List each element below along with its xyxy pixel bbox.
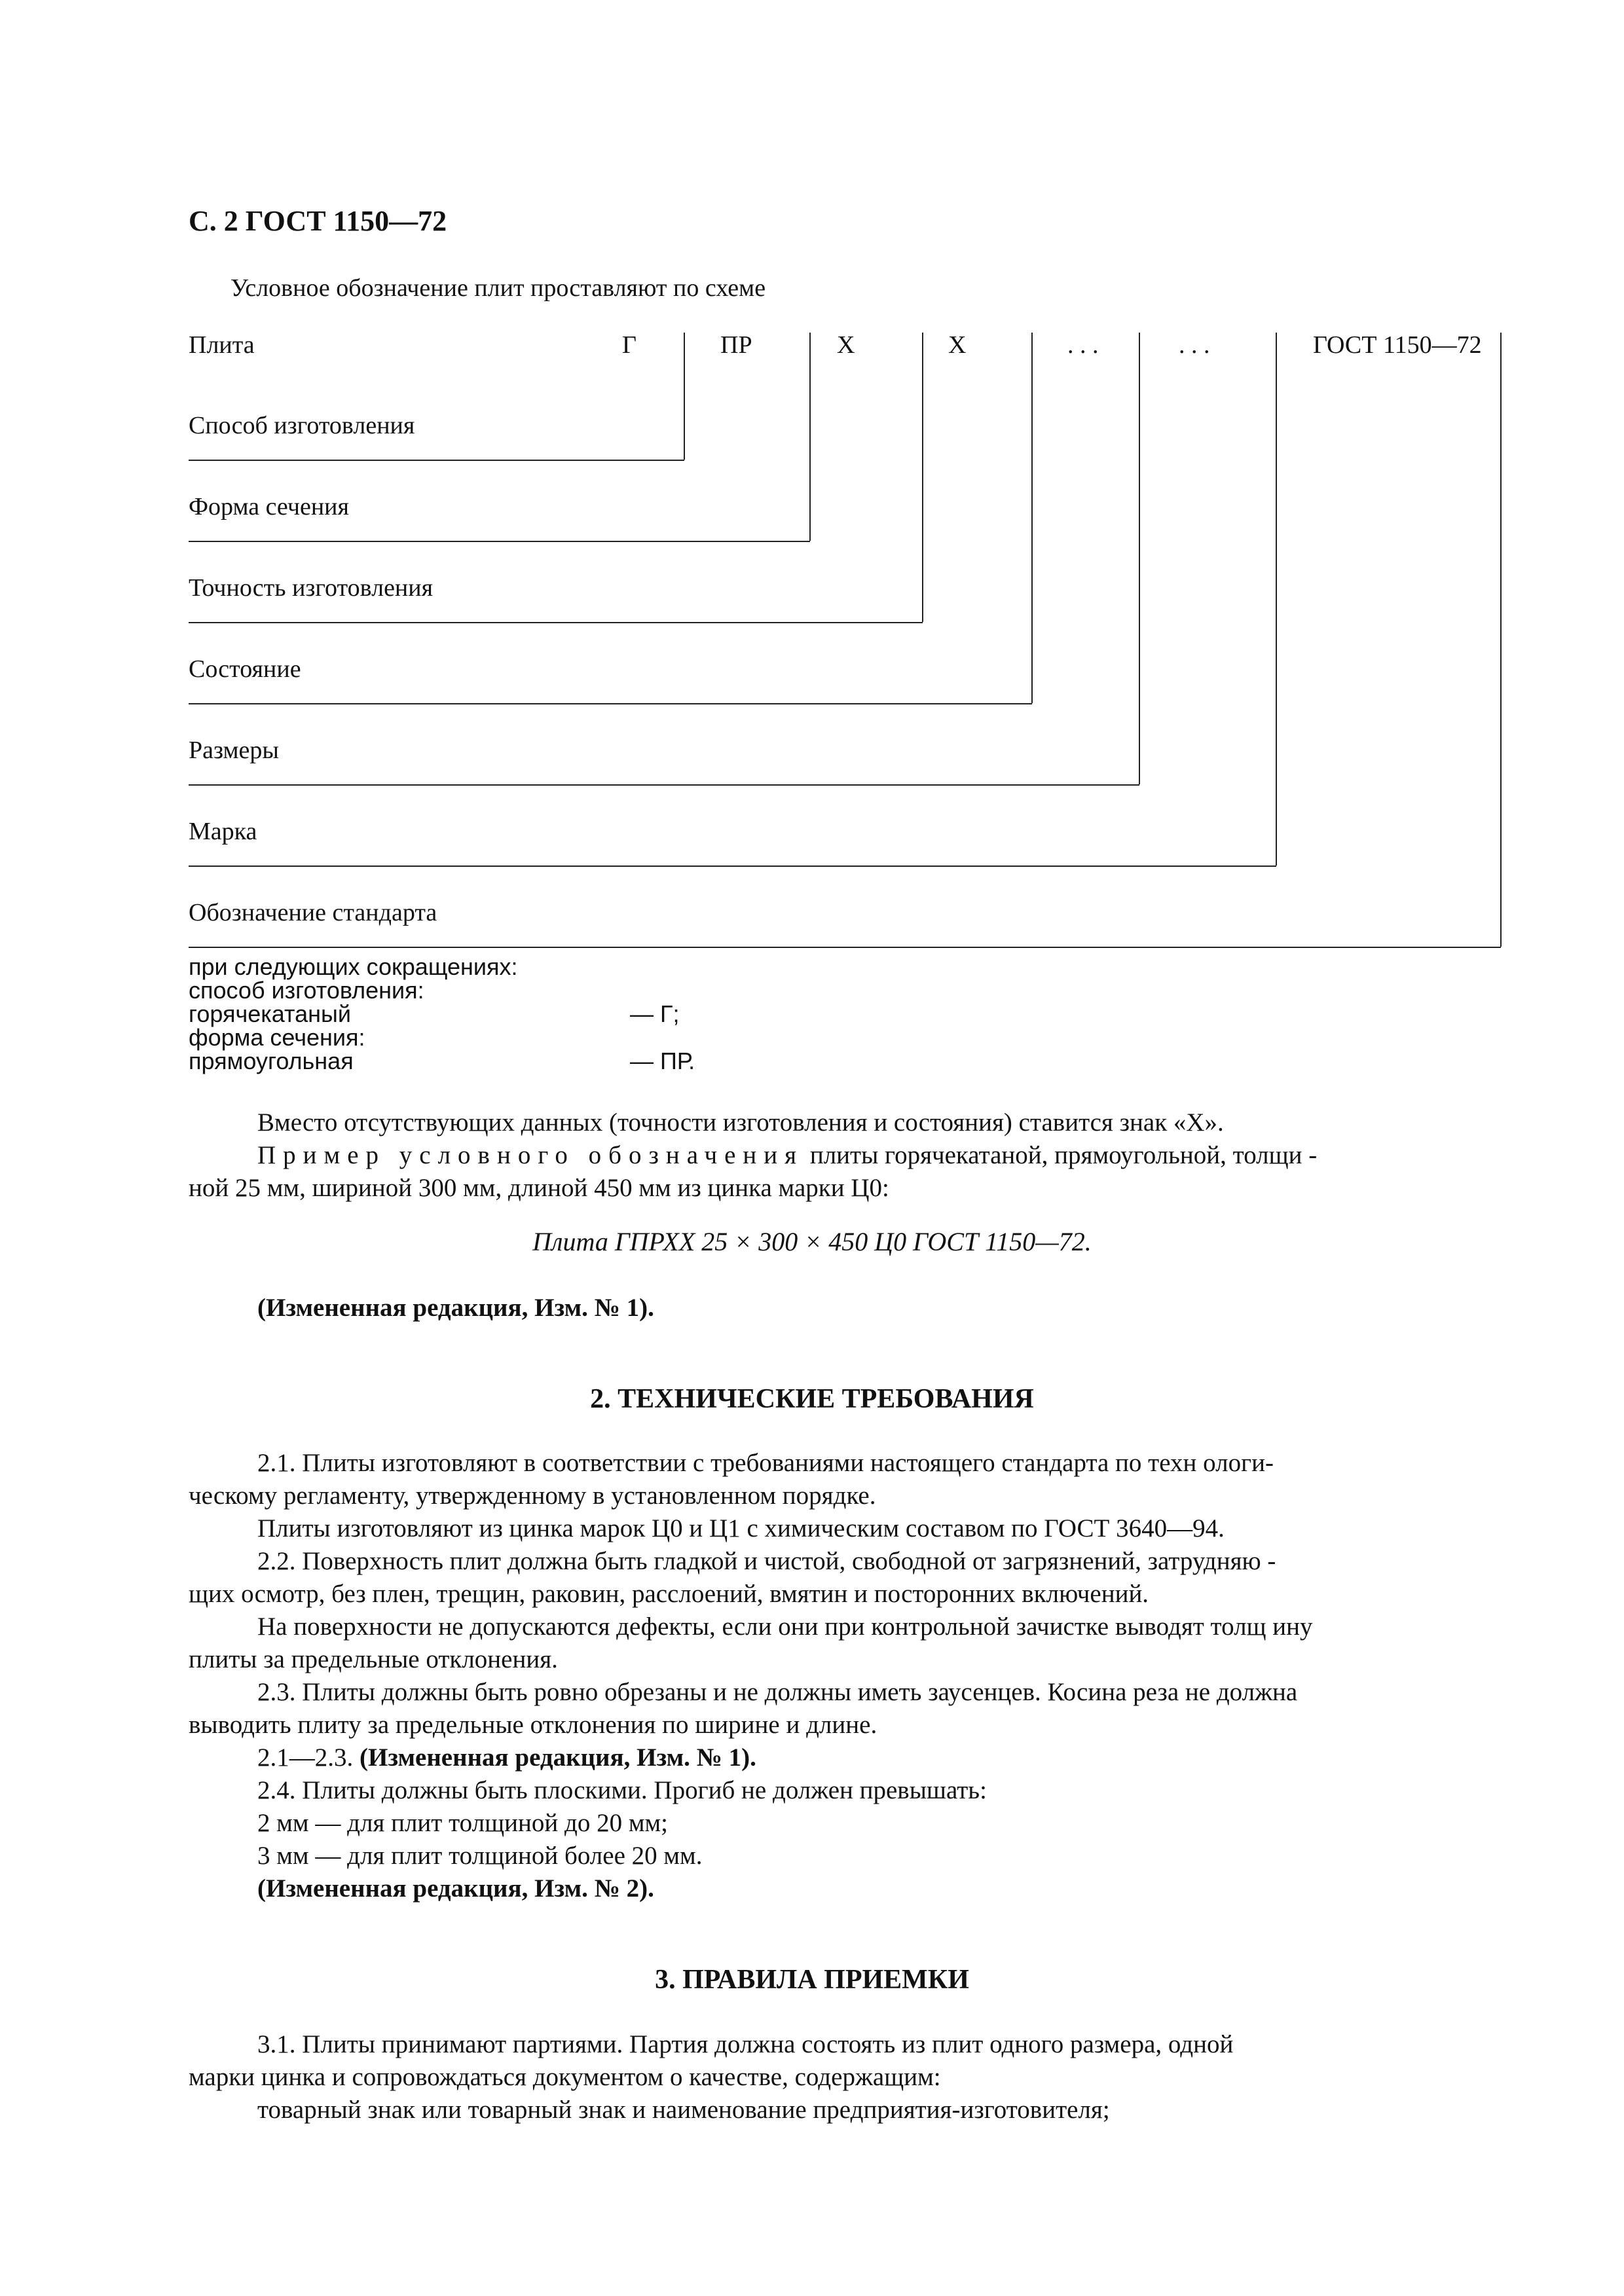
section-2-title: 2. ТЕХНИЧЕСКИЕ ТРЕБОВАНИЯ [590, 1384, 1034, 1414]
section-2-line: На поверхности не допускаются дефекты, если они при контрольной зачистке выводят толщ ину [257, 1613, 1313, 1641]
scheme-row-label: Плита [189, 331, 255, 359]
connector-horizontal-2 [189, 541, 810, 542]
example-designation: Плита ГПРХХ 25 × 300 × 450 Ц0 ГОСТ 1150—72. [532, 1227, 1092, 1256]
abbr-hot-rolled-code: — Г; [630, 1000, 680, 1027]
connector-vertical-5 [1139, 333, 1140, 784]
code-pr: ПР [720, 331, 752, 359]
abbr-rectangular-code: — ПР. [630, 1048, 695, 1074]
section-2-line: плиты за предельные отклонения. [189, 1645, 558, 1673]
amendment-note-2: (Измененная редакция, Изм. № 1). [360, 1743, 756, 1772]
abbr-method-heading: способ изготовления: [189, 977, 424, 1004]
abbr-section-heading: форма сечения: [189, 1024, 365, 1051]
missing-data-note: Вместо отсутствующих данных (точности изготовления и состояния) ставится знак «Х». [257, 1108, 1224, 1137]
page-header: С. 2 ГОСТ 1150—72 [189, 205, 447, 237]
abbr-intro: при следующих сокращениях: [189, 953, 518, 980]
amendment-note-3: (Измененная редакция, Изм. № 2). [257, 1874, 654, 1903]
code-dots1: . . . [1067, 331, 1099, 359]
connector-horizontal-7 [189, 947, 1501, 948]
scheme-label-grade: Марка [189, 818, 257, 845]
example-line-2: ной 25 мм, шириной 300 мм, длиной 450 мм из цинка марки Ц0: [189, 1174, 889, 1202]
scheme-label-dimensions: Размеры [189, 737, 279, 764]
connector-horizontal-3 [189, 622, 923, 623]
section-2-line: 2 мм — для плит толщиной до 20 мм; [257, 1809, 669, 1837]
section-2-line: 2.4. Плиты должны быть плоскими. Прогиб не должен превышать: [257, 1776, 987, 1804]
connector-vertical-4 [1031, 333, 1033, 703]
scheme-intro: Условное обозначение плит проставляют по схеме [231, 274, 766, 302]
connector-horizontal-6 [189, 866, 1276, 867]
section-3-line: марки цинка и сопровождаться документом о качестве, содержащим: [189, 2063, 941, 2091]
scheme-label-section-shape: Форма сечения [189, 493, 349, 520]
section-2-line: ческому регламенту, утвержденному в установленном порядке. [189, 1482, 876, 1510]
example-text-1: плиты горячекатаной, прямоугольной, толщи - [803, 1141, 1318, 1169]
scheme-label-standard: Обозначение стандарта [189, 899, 437, 926]
scheme-label-accuracy: Точность изготовления [189, 574, 434, 602]
section-2-line: 2.1. Плиты изготовляют в соответствии с требованиями настоящего стандарта по техн ологи- [257, 1449, 1274, 1477]
connector-vertical-6 [1276, 333, 1277, 866]
example-line-1 [257, 1140, 1317, 1170]
section-2-line [257, 1743, 756, 1772]
connector-horizontal-1 [189, 460, 684, 461]
connector-vertical-2 [809, 333, 811, 541]
connector-vertical-1 [684, 333, 685, 460]
scheme-label-method: Способ изготовления [189, 412, 415, 439]
section-3-title: 3. ПРАВИЛА ПРИЕМКИ [655, 1965, 969, 1995]
abbr-hot-rolled: горячекатаный [189, 1000, 351, 1027]
connector-horizontal-5 [189, 784, 1139, 786]
section-2-line: 3 мм — для плит толщиной более 20 мм. [257, 1842, 703, 1870]
amendment-ref: 2.1—2.3. [257, 1743, 360, 1772]
code-dots2: . . . [1179, 331, 1210, 359]
code-x1: Х [837, 331, 855, 359]
section-2-line: щих осмотр, без плен, трещин, раковин, расслоений, вмятин и посторонних включений. [189, 1580, 1149, 1608]
code-x2: Х [948, 331, 967, 359]
section-3-line: 3.1. Плиты принимают партиями. Партия должна состоять из плит одного размера, одной [257, 2030, 1234, 2058]
connector-vertical-3 [922, 333, 923, 622]
example-label: Пример условного обозначения [257, 1141, 804, 1169]
section-3-line: товарный знак или товарный знак и наименование предприятия-изготовителя; [257, 2096, 1110, 2124]
scheme-label-condition: Состояние [189, 655, 301, 683]
connector-vertical-7 [1500, 333, 1502, 947]
section-2-line: 2.2. Поверхность плит должна быть гладкой и чистой, свободной от загрязнений, затрудняю - [257, 1547, 1276, 1575]
code-gost: ГОСТ 1150—72 [1313, 331, 1482, 359]
section-2-line: Плиты изготовляют из цинка марок Ц0 и Ц1 с химическим составом по ГОСТ 3640—94. [257, 1514, 1225, 1542]
section-2-line: выводить плиту за предельные отклонения по ширине и длине. [189, 1711, 877, 1739]
section-2-line: 2.3. Плиты должны быть ровно обрезаны и не должны иметь заусенцев. Косина реза не должна [257, 1678, 1298, 1706]
abbr-rectangular: прямоугольная [189, 1048, 354, 1074]
connector-horizontal-4 [189, 703, 1032, 704]
amendment-note-1: (Измененная редакция, Изм. № 1). [257, 1294, 654, 1322]
code-g: Г [622, 331, 637, 359]
